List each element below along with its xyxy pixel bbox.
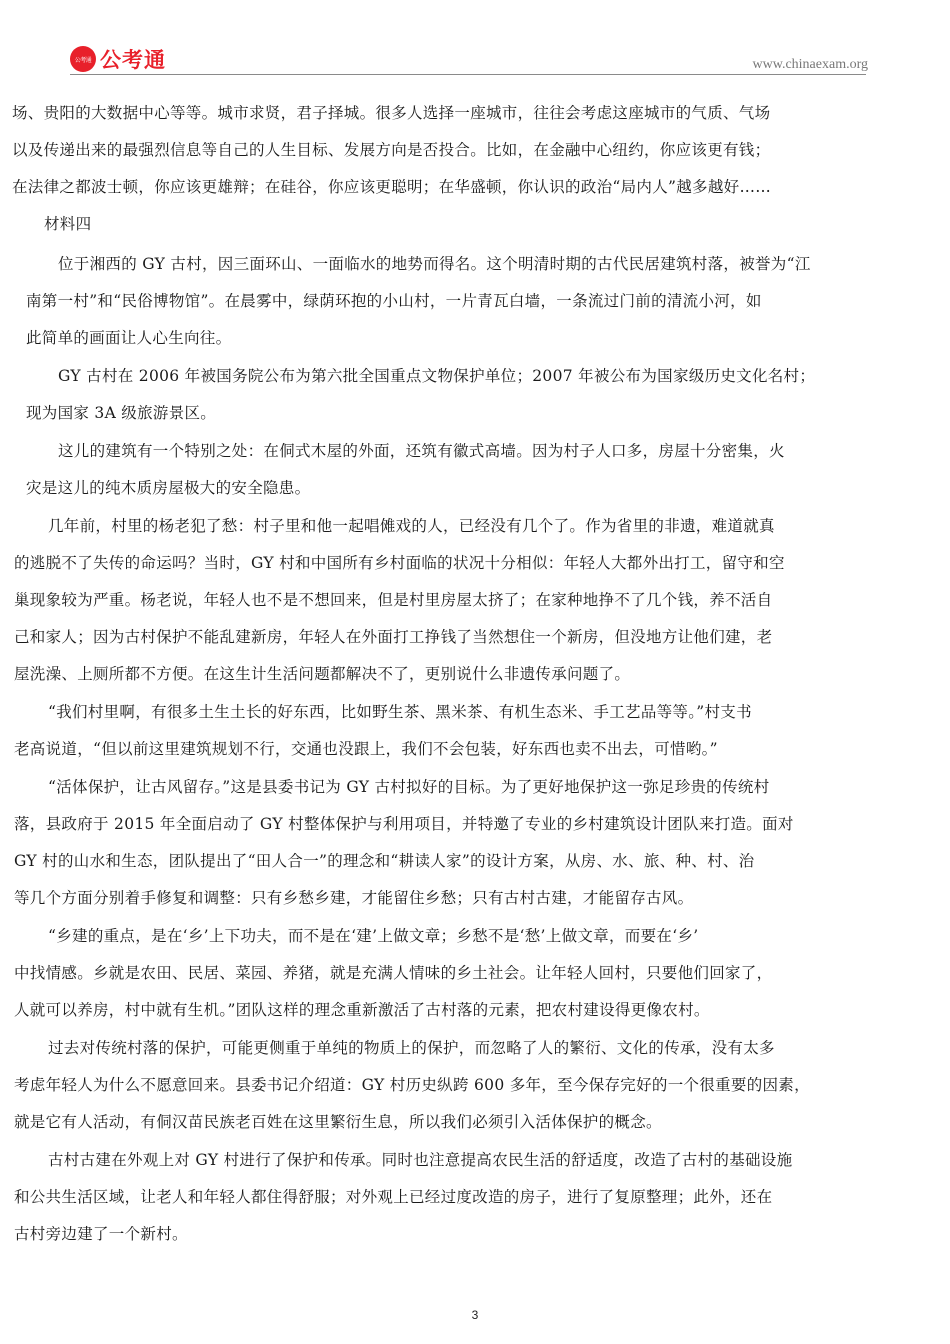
text-line: 就是它有人活动，有侗汉苗民族老百姓在这里繁衍生息，所以我们必须引入活体保护的概念。 (14, 1113, 662, 1131)
text-line: 以及传递出来的最强烈信息等自己的人生目标、发展方向是否投合。比如，在金融中心纽约，你应该更有钱； (12, 141, 771, 159)
text-line: 几年前，村里的杨老犯了愁：村子里和他一起唱傩戏的人，已经没有几个了。作为省里的非遗，难道就真 (48, 517, 775, 535)
logo-badge-icon (70, 46, 96, 72)
text-line: 老高说道，“但以前这里建筑规划不行，交通也没跟上，我们不会包装，好东西也卖不出去，可惜哟。” (14, 740, 718, 758)
text-line: 等几个方面分别着手修复和调整：只有乡愁乡建，才能留住乡愁；只有古村古建，才能留存古风。 (14, 889, 694, 907)
text-line: 此简单的画面让人心生向往。 (26, 329, 232, 347)
text-line: 这儿的建筑有一个特别之处：在侗式木屋的外面，还筑有徽式高墙。因为村子人口多，房屋十分密集，火 (58, 442, 785, 460)
logo-badge-text: 公考通 (74, 56, 92, 64)
text-line: 南第一村”和“民俗博物馆”。在晨雾中，绿荫环抱的小山村，一片青瓦白墙，一条流过门前的清流小河，如 (26, 292, 762, 310)
text-line: GY 古村在 2006 年被国务院公布为第六批全国重点文物保护单位；2007 年被公布为国家级历史文化名村； (58, 367, 816, 385)
text-line: 场、贵阳的大数据中心等等。城市求贤，君子择城。很多人选择一座城市，往往会考虑这座城市的气质、气场 (12, 104, 771, 122)
text-line: 屋洗澡、上厕所都不方便。在这生计生活问题都解决不了，更别说什么非遗传承问题了。 (14, 665, 631, 683)
section-heading: 材料四 (44, 215, 92, 233)
text-line: “乡建的重点，是在‘乡’上下功夫，而不是在‘建’上做文章；乡愁不是‘愁’上做文章，而要在‘乡’ (48, 927, 699, 945)
text-line: 的逃脱不了失传的命运吗？当时，GY 村和中国所有乡村面临的状况十分相似：年轻人大都外出打工，留守和空 (14, 554, 785, 572)
text-line: 巢现象较为严重。杨老说，年轻人也不是不想回来，但是村里房屋太挤了；在家种地挣不了几个钱，养不活自 (14, 591, 773, 609)
text-line: 落，县政府于 2015 年全面启动了 GY 村整体保护与利用项目，并特邀了专业的乡村建筑设计团队来打造。面对 (14, 815, 794, 833)
text-line: 古村旁边建了一个新村。 (14, 1225, 188, 1243)
text-line: GY 村的山水和生态，团队提出了“田人合一”的理念和“耕读人家”的设计方案，从房、水、旅、种、村、治 (14, 852, 755, 870)
text-line: 古村古建在外观上对 GY 村进行了保护和传承。同时也注意提高农民生活的舒适度，改造了古村的基础设施 (48, 1151, 793, 1169)
text-line: 过去对传统村落的保护，可能更侧重于单纯的物质上的保护，而忽略了人的繁衍、文化的传承，没有太多 (48, 1039, 775, 1057)
text-line: 中找情感。乡就是农田、民居、菜园、养猪，就是充满人情味的乡土社会。让年轻人回村，只要他们回家了， (14, 964, 773, 982)
text-line: 位于湘西的 GY 古村，因三面环山、一面临水的地势而得名。这个明清时期的古代民居建筑村落，被誉为“江 (58, 255, 811, 273)
text-line: 和公共生活区域，让老人和年轻人都住得舒服；对外观上已经过度改造的房子，进行了复原整理；此外，还在 (14, 1188, 773, 1206)
text-line: 灾是这儿的纯木质房屋极大的安全隐患。 (26, 479, 311, 497)
text-line: “我们村里啊，有很多土生土长的好东西，比如野生茶、黑米茶、有机生态米、手工艺品等等。”村支书 (48, 703, 752, 721)
header-divider (70, 74, 866, 75)
text-line: 现为国家 3A 级旅游景区。 (26, 404, 217, 422)
site-url: www.chinaexam.org (752, 57, 868, 72)
text-line: 考虑年轻人为什么不愿意回来。县委书记介绍道：GY 村历史纵跨 600 多年，至今保存完好的一个很重要的因素， (14, 1076, 810, 1094)
logo-text: 公考通 (100, 48, 166, 72)
text-line: 在法律之都波士顿，你应该更雄辩；在硅谷，你应该更聪明；在华盛顿，你认识的政治“局内人”越多越好…… (12, 178, 772, 196)
text-line: 己和家人；因为古村保护不能乱建新房，年轻人在外面打工挣钱了当然想住一个新房，但没地方让他们建，老 (14, 628, 773, 646)
text-line: “活体保护，让古风留存。”这是县委书记为 GY 古村拟好的目标。为了更好地保护这一弥足珍贵的传统村 (48, 778, 770, 796)
page-number: 3 (471, 1308, 479, 1322)
text-line: 人就可以养房，村中就有生机。”团队这样的理念重新激活了古村落的元素，把农村建设得更像农村。 (14, 1001, 710, 1019)
logo (70, 44, 166, 74)
page-header (0, 0, 950, 80)
